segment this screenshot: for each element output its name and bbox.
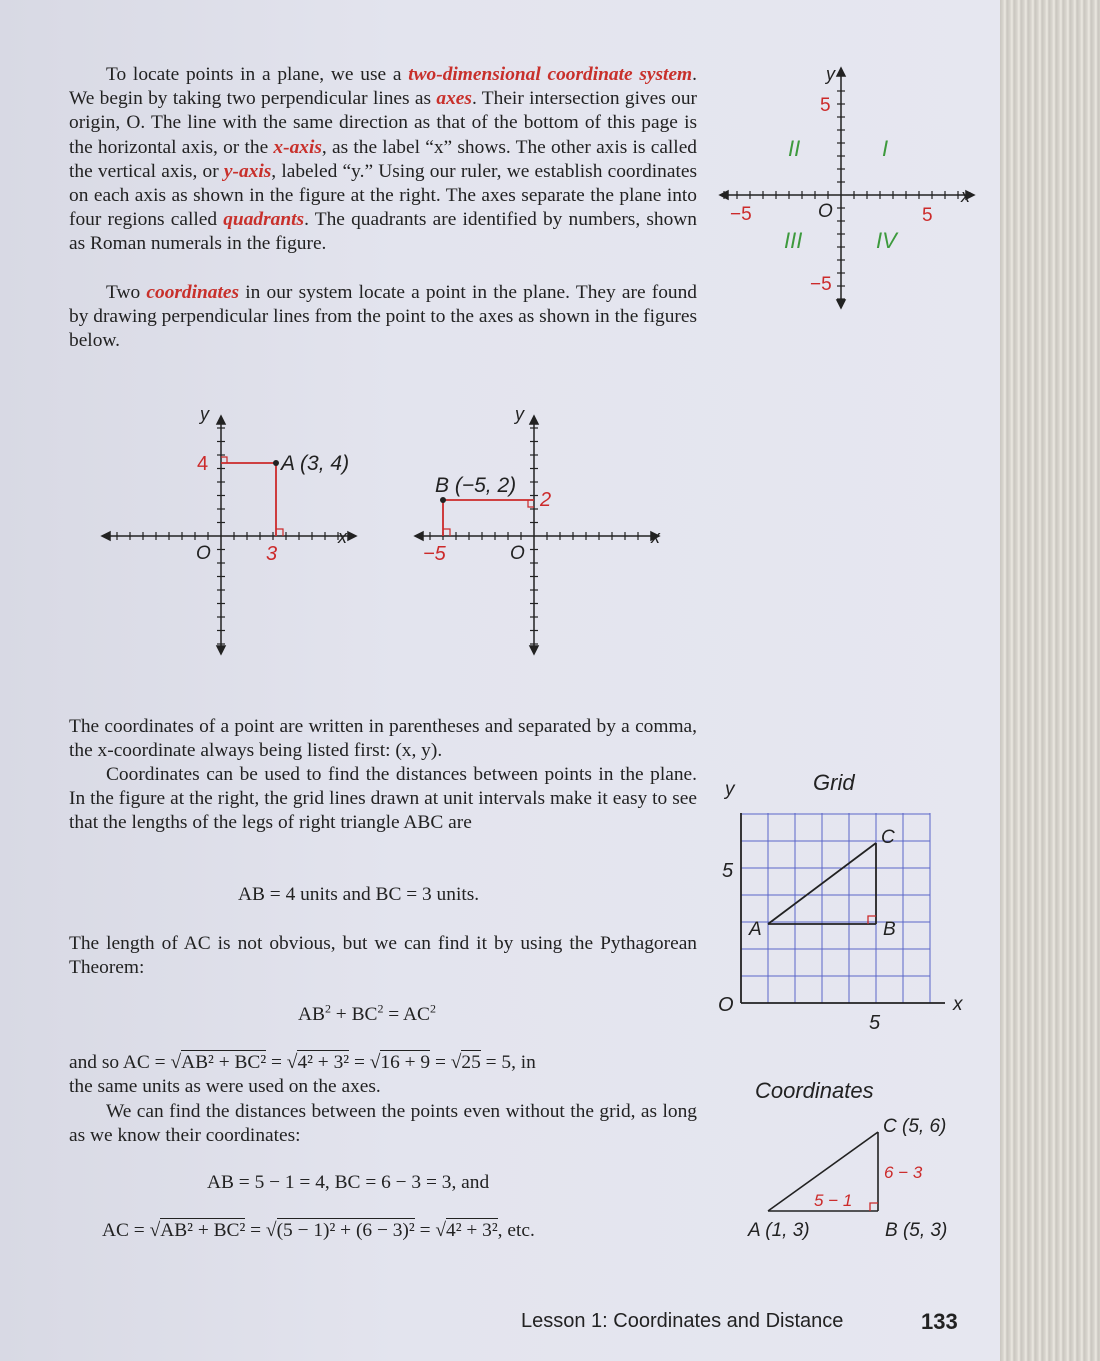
intro-paragraph: To locate points in a plane, we use a two-dimensional coordinate system. We begin by taking two perpendicular lines as axes. Their intersection gives our origin, O. The line with the same direction as that of the bottom of this page is the horizontal axis, or the x-axis, as the label “x” shows. The other axis is called the vertical axis, or y-axis, labeled “y.” Using our ruler, we establish coordinates on each axis as shown in the figure at the right. The axes separate the plane into four regions called quadrants. The quadrants are identified by numbers, shown as Roman numerals in the figure.: [69, 64, 698, 255]
y-five-label: 5: [722, 860, 734, 882]
tick-label-y-5: 5: [820, 95, 831, 116]
quadrant-IV-label: IV: [876, 228, 897, 253]
vertical-leg-label: 6 − 3: [884, 1163, 923, 1182]
coordinate-differences-equation: AB = 5 − 1 = 4, BC = 6 − 3 = 3, and: [207, 1172, 490, 1193]
ordered-pair-paragraph: The coordinates of a point are written in parentheses and separated by a comma, the x-coordinate always being listed first: (x, y).: [69, 716, 697, 762]
tick-label-y-neg5: −5: [810, 274, 832, 295]
ac-computation: and so AC = √AB² + BC² = √4² + 3² = √16 + 9 = √25 = 5, in: [69, 1052, 536, 1073]
leg-lengths-equation: AB = 4 units and BC = 3 units.: [238, 884, 480, 905]
coordinate-triangle-figure: [740, 1072, 980, 1247]
coordinates-title: Coordinates: [755, 1078, 874, 1103]
point-a-marker: [273, 460, 279, 466]
lesson-title-footer: Lesson 1: Coordinates and Distance: [521, 1310, 844, 1332]
y-axis-label: y: [515, 404, 524, 424]
y-axis-label: y: [725, 779, 735, 800]
x-five-label: 5: [869, 1012, 881, 1034]
vertex-c-label: C: [881, 827, 895, 848]
y-axis-label: y: [826, 64, 835, 84]
keyword-axes: axes: [436, 88, 472, 110]
x-axis-label: x: [961, 186, 970, 206]
pythagorean-paragraph: The length of AC is not obvious, but we can find it by using the Pythagorean Theorem:: [69, 933, 697, 979]
vertex-b-label: B: [883, 919, 896, 940]
point-a-coordinates: A (1, 3): [748, 1220, 810, 1241]
without-grid-paragraph: We can find the distances between the points even without the grid, as long as we know their coordinates:: [69, 1101, 697, 1147]
vertex-a-label: A: [749, 919, 762, 940]
point-b-figure: [413, 400, 673, 670]
x-coordinate-label: −5: [423, 543, 446, 565]
quadrant-I-label: I: [882, 136, 889, 161]
ac-coordinate-formula: AC = √AB² + BC² = √(5 − 1)² + (6 − 3)² = √4² + 3², etc.: [102, 1220, 535, 1241]
x-axis-label: x: [338, 527, 347, 547]
origin-label: O: [718, 994, 734, 1016]
keyword-coordinate-system: two-dimensional coordinate system: [408, 64, 693, 85]
grid-triangle-figure: [715, 765, 975, 1035]
point-a-figure: [100, 400, 370, 670]
quadrants-figure: [718, 60, 978, 315]
tick-label-x-5: 5: [922, 205, 933, 226]
point-b-marker: [440, 497, 446, 503]
ac-computation-continued: the same units as were used on the axes.: [69, 1076, 381, 1097]
distance-paragraph: Coordinates can be used to find the distances between points in the plane. In the figure at the right, the grid lines drawn at unit intervals make it easy to see that the lengths of the legs of right triangle ABC are: [69, 764, 697, 834]
grid-title: Grid: [813, 770, 855, 795]
origin-label: O: [196, 543, 211, 564]
keyword-x-axis: x-axis: [273, 136, 322, 158]
horizontal-leg-label: 5 − 1: [814, 1191, 853, 1210]
page-number: 133: [921, 1309, 958, 1334]
tick-label-x-neg5: −5: [730, 204, 752, 225]
point-a-label: A (3, 4): [281, 452, 350, 475]
keyword-y-axis: y-axis: [223, 160, 272, 182]
y-coordinate-label: 4: [197, 453, 209, 475]
coordinates-paragraph: Two coordinates in our system locate a point in the plane. They are found by drawing perpendicular lines from the point to the axes as shown in the figures below.: [69, 282, 697, 352]
pythagorean-equation: $AB^2 + BC^2 = AC^2$: [298, 1001, 436, 1025]
y-axis-label: y: [200, 404, 209, 424]
point-c-coordinates: C (5, 6): [883, 1116, 947, 1137]
page-binding-edge: [1000, 0, 1100, 1361]
origin-label: O: [510, 543, 525, 564]
point-b-coordinates: B (5, 3): [885, 1220, 948, 1241]
quadrant-III-label: III: [784, 228, 803, 253]
x-axis-label: x: [953, 994, 963, 1015]
x-coordinate-label: 3: [266, 543, 278, 565]
quadrant-II-label: II: [788, 136, 801, 161]
y-coordinate-label: 2: [540, 489, 552, 511]
keyword-coordinates: coordinates: [146, 282, 240, 303]
origin-label: O: [818, 201, 833, 222]
keyword-quadrants: quadrants: [223, 209, 305, 231]
x-axis-label: x: [651, 527, 660, 547]
point-b-label: B (−5, 2): [435, 474, 517, 497]
